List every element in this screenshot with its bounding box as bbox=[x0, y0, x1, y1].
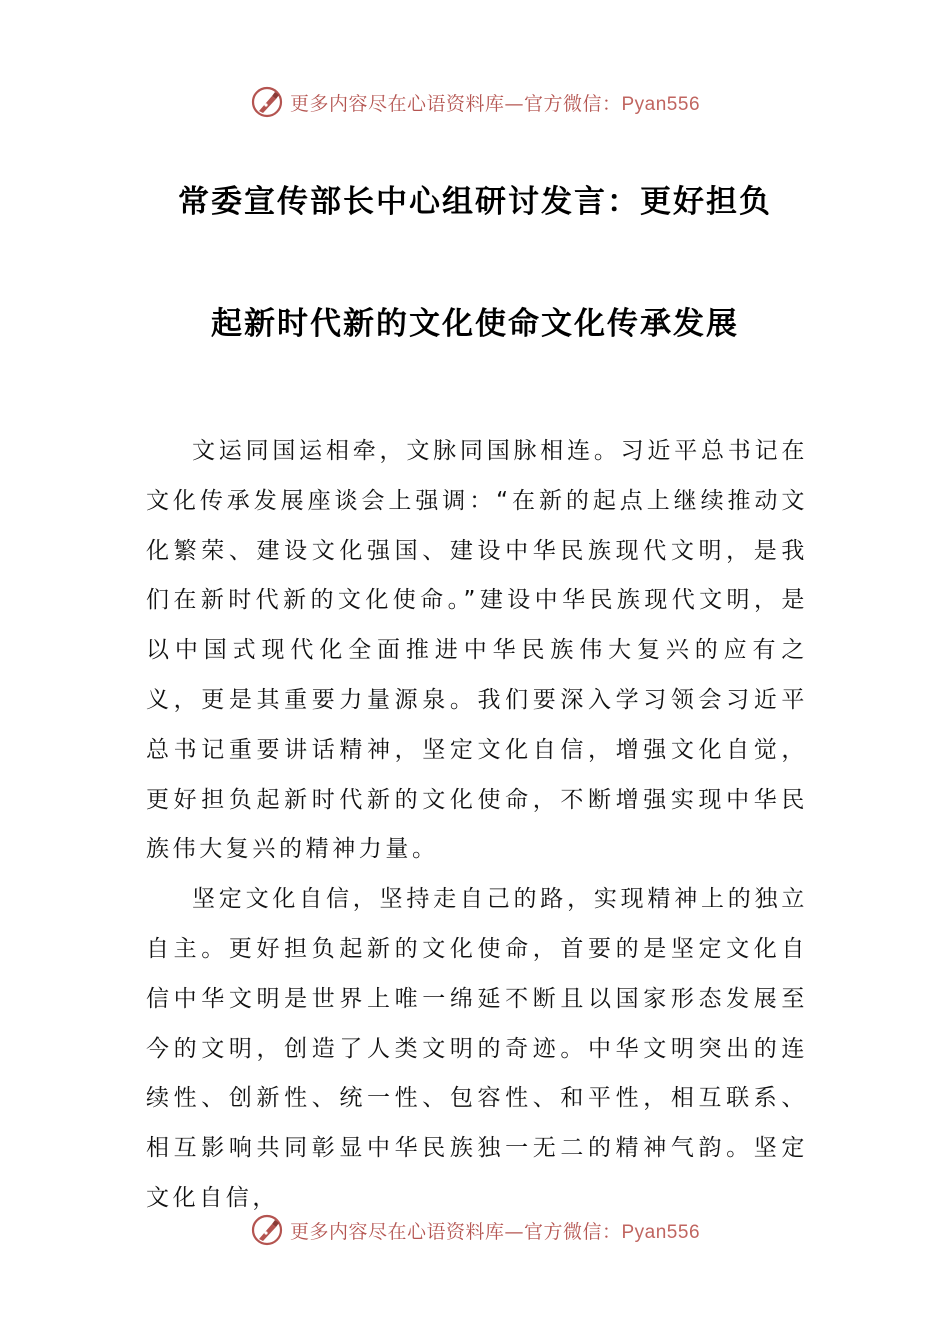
document-title-line-1: 常委宣传部长中心组研讨发言：更好担负 bbox=[178, 184, 772, 220]
document-title-line-2: 起新时代新的文化使命文化传承发展 bbox=[211, 306, 739, 342]
body-paragraph-1: 文运同国运相牵，文脉同国脉相连。习近平总书记在文化传承发展座谈会上强调：“在新的起点上继续推动文化繁荣、建设文化强国、建设中华民族现代文明，是我们在新时代新的文化使命。”建设中华民族现代文明，是以中国式现代化全面推进中华民族伟大复兴的应有之义，更是其重要力量源泉。我们要深入学习领会习近平总书记重要讲话精神，坚定文化自信，增强文化自觉，更好担负起新时代新的文化使命，不断增强实现中华民族伟大复兴的精神力量。 bbox=[146, 438, 808, 863]
body-paragraph-2: 坚定文化自信，坚持走自己的路，实现精神上的独立自主。更好担负起新的文化使命，首要的是坚定文化自信中华文明是世界上唯一绵延不断且以国家形态发展至今的文明，创造了人类文明的奇迹。中华文明突出的连续性、创新性、统一性、包容性、和平性，相互联系、相互影响共同彰显中华民族独一无二的精神气韵。坚定文化自信， bbox=[146, 886, 808, 1211]
header-banner bbox=[0, 80, 950, 124]
pen-nib-logo-icon bbox=[250, 1213, 284, 1247]
footer-banner-text: 更多内容尽在心语资料库—官方微信：Pyan556 bbox=[289, 1220, 701, 1243]
document-body bbox=[146, 427, 808, 1224]
header-banner-text: 更多内容尽在心语资料库—官方微信：Pyan556 bbox=[289, 92, 701, 115]
footer-banner bbox=[0, 1208, 950, 1252]
footer-wechat-id: Pyan556 bbox=[621, 1221, 701, 1243]
header-wechat-id: Pyan556 bbox=[621, 93, 701, 115]
pen-nib-logo-icon bbox=[250, 85, 284, 119]
